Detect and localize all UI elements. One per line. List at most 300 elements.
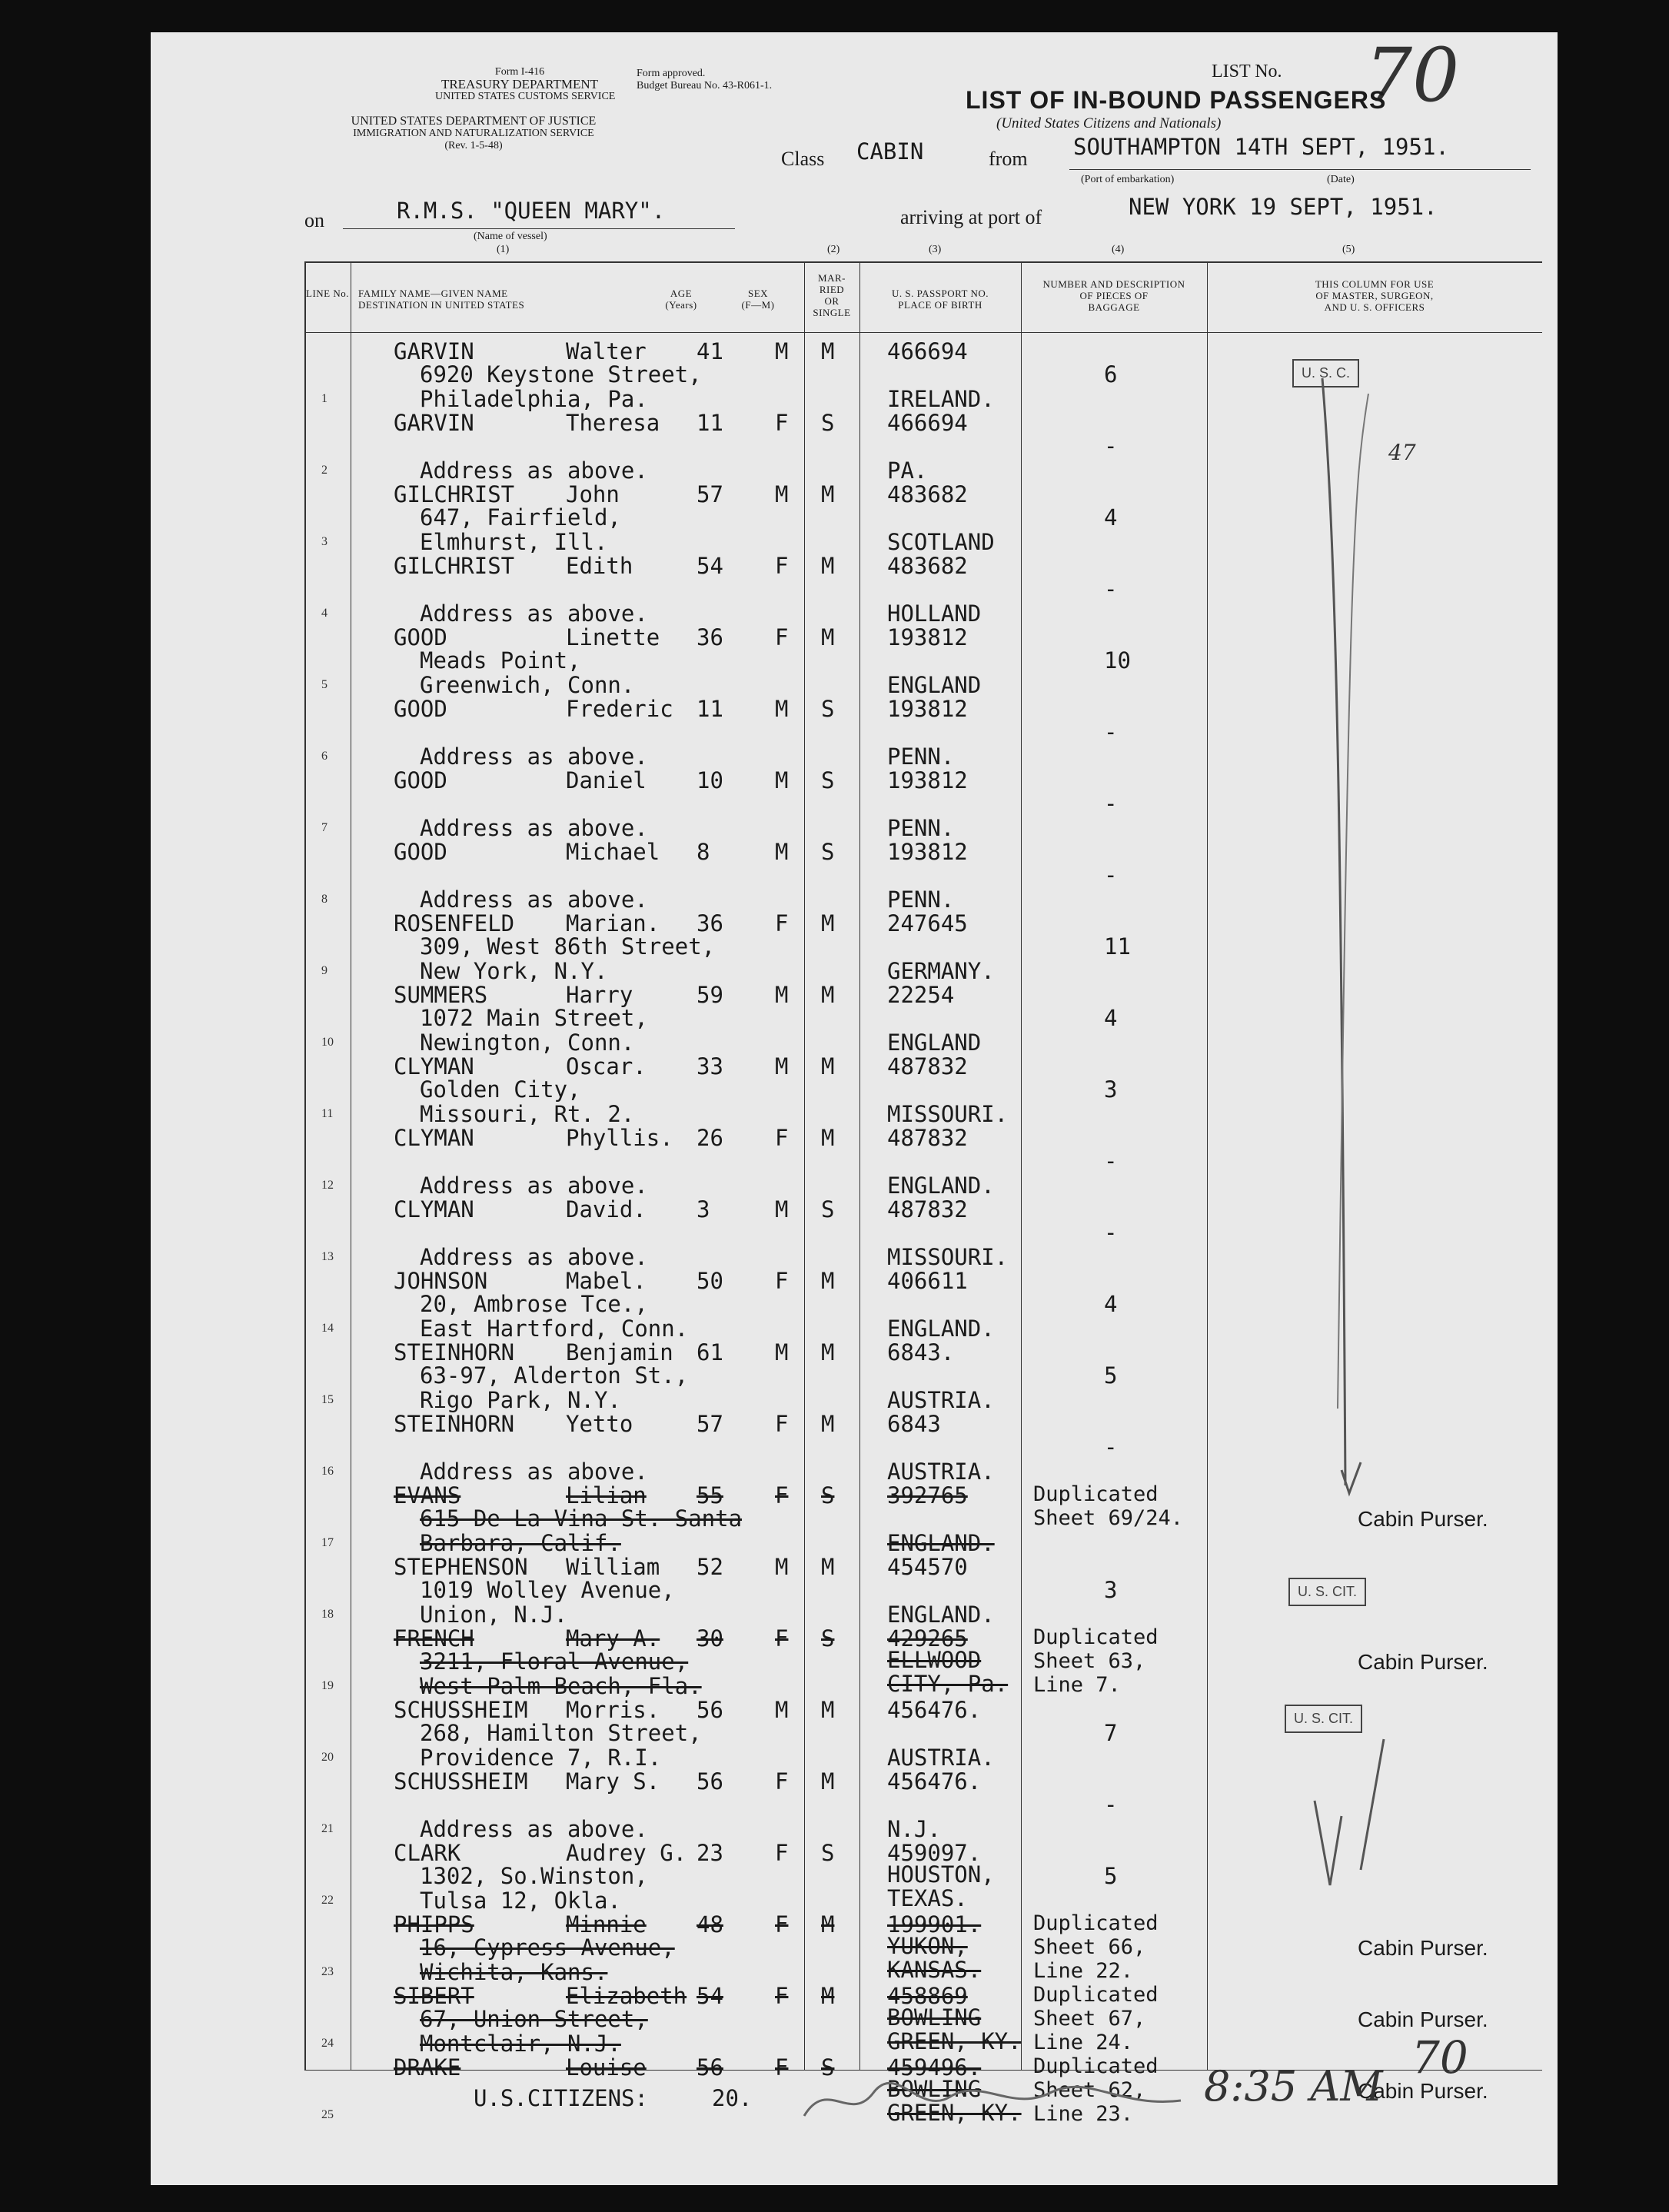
address-line-1: 1072 Main Street, — [420, 1005, 648, 1031]
passenger-age: 50 — [697, 1268, 723, 1294]
us-stamp-top: U. S. C. — [1292, 359, 1359, 388]
baggage-count: 3 — [1104, 1577, 1118, 1603]
passenger-surname: GILCHRIST — [394, 553, 515, 579]
passport-number: 6843. — [887, 1339, 955, 1365]
passenger-age: 56 — [697, 1768, 723, 1795]
passport-number: 487832 — [887, 1196, 968, 1222]
passenger-marital-status: M — [821, 1697, 835, 1723]
passenger-sex: F — [775, 1983, 789, 2009]
passenger-marital-status: S — [821, 2054, 835, 2081]
passenger-age: 8 — [697, 839, 710, 865]
passport-number: 458869 — [887, 1983, 968, 2009]
line-number: 18 — [321, 1608, 334, 1621]
passenger-given-name: John — [566, 481, 620, 507]
passenger-sex: M — [775, 1554, 789, 1580]
form-number: Form I-416 — [494, 66, 545, 78]
passport-number: 466694 — [887, 338, 968, 364]
list-subtitle: (United States Citizens and Nationals) — [996, 115, 1222, 131]
passenger-age: 55 — [697, 1482, 723, 1508]
passenger-marital-status: M — [821, 982, 835, 1008]
address-line-1: 3211, Floral Avenue, — [420, 1648, 689, 1675]
cabin-purser-note: Cabin Purser. — [1358, 1650, 1488, 1674]
address-line-1: 16, Cypress Avenue, — [420, 1934, 675, 1961]
handwritten-time: 8:35 AM — [1204, 2062, 1383, 2111]
line-number: 12 — [321, 1179, 334, 1192]
passenger-given-name: Audrey G. — [566, 1840, 687, 1866]
passenger-sex: F — [775, 624, 789, 650]
passenger-surname: FRENCH — [394, 1625, 474, 1652]
address-line-2: Providence 7, R.I. — [420, 1745, 662, 1771]
passenger-surname: GOOD — [394, 767, 447, 793]
place-of-birth: IRELAND. — [887, 386, 995, 412]
address-line-1: 309, West 86th Street, — [420, 933, 716, 960]
passport-number: 466694 — [887, 410, 968, 436]
baggage-count: 4 — [1104, 504, 1118, 531]
passenger-sex: F — [775, 1625, 789, 1652]
passport-number: 456476. — [887, 1697, 982, 1723]
passenger-marital-status: M — [821, 1983, 835, 2009]
baggage-description: Duplicated Sheet 63, Line 7. — [1033, 1625, 1159, 1697]
address-line-2: Address as above. — [420, 886, 648, 913]
passenger-sex: M — [775, 481, 789, 507]
header-name: FAMILY NAME—GIVEN NAME DESTINATION IN UNITED STATES — [358, 288, 525, 311]
passenger-sex: M — [775, 1196, 789, 1222]
passenger-surname: DRAKE — [394, 2054, 461, 2081]
passenger-age: 23 — [697, 1840, 723, 1866]
passenger-age: 52 — [697, 1554, 723, 1580]
passenger-given-name: Harry — [566, 982, 633, 1008]
passport-number: 247645 — [887, 910, 968, 936]
passenger-age: 26 — [697, 1125, 723, 1151]
list-no-label: LIST No. — [1212, 62, 1282, 81]
line-number: 21 — [321, 1822, 334, 1835]
address-line-1: Golden City, — [420, 1076, 581, 1103]
passenger-marital-status: S — [821, 839, 835, 865]
us-cit-stamp-2: U. S. CIT. — [1285, 1705, 1362, 1733]
line-number: 15 — [321, 1393, 334, 1406]
passenger-marital-status: M — [821, 1768, 835, 1795]
passenger-surname: STEINHORN — [394, 1411, 515, 1437]
cabin-purser-note: Cabin Purser. — [1358, 2007, 1488, 2031]
header-sex: SEX (F—M) — [741, 288, 775, 311]
header-line-no: LINE No. — [306, 288, 349, 299]
place-of-birth: PA. — [887, 457, 928, 484]
passport-number: 483682 — [887, 553, 968, 579]
passenger-given-name: Benjamin — [566, 1339, 673, 1365]
passenger-given-name: Minnie — [566, 1911, 647, 1938]
line-number: 19 — [321, 1679, 334, 1692]
us-citizens-count: 20. — [712, 2085, 753, 2111]
address-line-2: Elmhurst, Ill. — [420, 529, 608, 555]
approved-label: Form approved. — [637, 68, 706, 79]
passenger-age: 57 — [697, 1411, 723, 1437]
address-line-1: 63-97, Alderton St., — [420, 1362, 689, 1389]
list-no-handwritten: 70 — [1365, 32, 1460, 118]
passenger-surname: SIBERT — [394, 1983, 474, 2009]
passenger-surname: SCHUSSHEIM — [394, 1768, 528, 1795]
address-line-2: Address as above. — [420, 457, 648, 484]
passport-number: 459097. — [887, 1840, 982, 1866]
passport-number: 193812 — [887, 839, 968, 865]
passenger-sex: F — [775, 1482, 789, 1508]
baggage-count: 5 — [1104, 1863, 1118, 1889]
passenger-given-name: Michael — [566, 839, 660, 865]
list-title: LIST OF IN-BOUND PASSENGERS — [966, 86, 1387, 114]
passenger-sex: F — [775, 1268, 789, 1294]
address-line-2: Tulsa 12, Okla. — [420, 1888, 621, 1914]
dept-name: TREASURY DEPARTMENT — [441, 77, 599, 91]
from-value: SOUTHAMPTON 14TH SEPT, 1951. — [1073, 134, 1449, 160]
header-age: AGE (Years) — [665, 288, 697, 311]
baggage-count: - — [1104, 862, 1118, 888]
baggage-count: 7 — [1104, 1720, 1118, 1746]
baggage-count: - — [1104, 1434, 1118, 1460]
place-of-birth: HOUSTON, TEXAS. — [887, 1861, 995, 1911]
from-underline — [1069, 169, 1531, 170]
passenger-marital-status: M — [821, 481, 835, 507]
line-number: 7 — [321, 821, 327, 834]
address-line-2: Address as above. — [420, 1459, 648, 1485]
passenger-sex: F — [775, 1911, 789, 1938]
passenger-sex: F — [775, 1840, 789, 1866]
passport-number: 456476. — [887, 1768, 982, 1795]
passenger-given-name: Louise — [566, 2054, 647, 2081]
address-line-2: Union, N.J. — [420, 1602, 568, 1628]
passenger-age: 30 — [697, 1625, 723, 1652]
line-number: 25 — [321, 2108, 334, 2121]
passport-number: 487832 — [887, 1125, 968, 1151]
baggage-count: 5 — [1104, 1362, 1118, 1389]
passenger-given-name: Marian. — [566, 910, 660, 936]
passenger-sex: M — [775, 839, 789, 865]
baggage-count: - — [1104, 576, 1118, 602]
margin-note: 47 — [1388, 440, 1416, 465]
passenger-surname: JOHNSON — [394, 1268, 488, 1294]
passenger-age: 54 — [697, 553, 723, 579]
line-number: 2 — [321, 464, 327, 477]
place-of-birth: SCOTLAND — [887, 529, 995, 555]
passenger-age: 56 — [697, 2054, 723, 2081]
address-line-1: 1302, So.Winston, — [420, 1863, 648, 1889]
place-of-birth: PENN. — [887, 815, 955, 841]
passenger-surname: GOOD — [394, 839, 447, 865]
address-line-1: 615 De La Vina St. Santa — [420, 1505, 743, 1532]
address-line-1: 20, Ambrose Tce., — [420, 1291, 648, 1317]
passenger-age: 33 — [697, 1053, 723, 1079]
address-line-1: 647, Fairfield, — [420, 504, 621, 531]
place-of-birth: ENGLAND. — [887, 1316, 995, 1342]
handwritten-list-no: 70 — [1411, 2031, 1468, 2084]
baggage-description: Duplicated Sheet 67, Line 24. — [1033, 1983, 1159, 2054]
address-line-2: Address as above. — [420, 743, 648, 770]
header-officers: THIS COLUMN FOR USE OF MASTER, SURGEON, AND U. S. OFFICERS — [1315, 278, 1435, 313]
passenger-age: 11 — [697, 696, 723, 722]
line-number: 16 — [321, 1465, 334, 1478]
passenger-marital-status: M — [821, 1268, 835, 1294]
passenger-surname: GOOD — [394, 624, 447, 650]
passenger-surname: CLYMAN — [394, 1053, 474, 1079]
passenger-surname: EVANS — [394, 1482, 461, 1508]
passenger-age: 36 — [697, 624, 723, 650]
passenger-sex: F — [775, 1411, 789, 1437]
customs-service: UNITED STATES CUSTOMS SERVICE — [435, 91, 616, 102]
arriving-label: arriving at port of — [900, 206, 1042, 228]
address-line-2: Address as above. — [420, 1816, 648, 1842]
passport-number: 199901. — [887, 1911, 982, 1938]
passport-number: 406611 — [887, 1268, 968, 1294]
line-number: 17 — [321, 1536, 334, 1549]
line-number: 9 — [321, 964, 327, 977]
passenger-age: 54 — [697, 1983, 723, 2009]
passenger-given-name: Mary A. — [566, 1625, 660, 1652]
passport-number: 429265 — [887, 1625, 968, 1652]
passenger-marital-status: M — [821, 1911, 835, 1938]
passenger-given-name: Edith — [566, 553, 633, 579]
us-citizens-label: U.S.CITIZENS: — [474, 2085, 648, 2111]
passenger-marital-status: S — [821, 1482, 835, 1508]
passenger-given-name: Theresa — [566, 410, 660, 436]
col-divider-baggage — [1021, 261, 1022, 2070]
place-of-birth: PENN. — [887, 743, 955, 770]
passenger-given-name: Elizabeth — [566, 1983, 687, 2009]
passenger-given-name: Linette — [566, 624, 660, 650]
passenger-given-name: David. — [566, 1196, 647, 1222]
baggage-count: - — [1104, 433, 1118, 459]
header-passport: U. S. PASSPORT NO. PLACE OF BIRTH — [892, 288, 989, 311]
col3-number: (3) — [929, 244, 942, 255]
baggage-description: Duplicated Sheet 69/24. — [1033, 1482, 1184, 1530]
address-line-2: Address as above. — [420, 1173, 648, 1199]
passenger-sex: F — [775, 1768, 789, 1795]
place-of-birth: HOLLAND — [887, 600, 982, 627]
address-line-2: Address as above. — [420, 815, 648, 841]
line-number: 3 — [321, 535, 327, 548]
address-line-2: Address as above. — [420, 1244, 648, 1270]
baggage-count: - — [1104, 719, 1118, 745]
baggage-count: 11 — [1104, 933, 1131, 960]
vessel-label: (Name of vessel) — [474, 231, 547, 242]
col-divider-passport — [859, 261, 860, 2070]
header-baggage: NUMBER AND DESCRIPTION OF PIECES OF BAGGAGE — [1042, 278, 1185, 313]
baggage-count: - — [1104, 790, 1118, 817]
line-number: 5 — [321, 678, 327, 691]
passenger-marital-status: M — [821, 1554, 835, 1580]
passport-number: 6843 — [887, 1411, 941, 1437]
passenger-surname: SCHUSSHEIM — [394, 1697, 528, 1723]
passenger-given-name: Phyllis. — [566, 1125, 673, 1151]
place-of-birth: BOWLING GREEN, KY. — [887, 2004, 1022, 2054]
place-of-birth: MISSOURI. — [887, 1244, 1009, 1270]
baggage-count: - — [1104, 1791, 1118, 1818]
passport-number: 193812 — [887, 624, 968, 650]
line-number: 8 — [321, 893, 327, 906]
officer-pencil-marks — [1207, 332, 1542, 2070]
table-left-border — [304, 261, 306, 2070]
passport-number: 22254 — [887, 982, 955, 1008]
cabin-purser-note: Cabin Purser. — [1358, 1936, 1488, 1960]
passenger-given-name: Yetto — [566, 1411, 633, 1437]
passenger-age: 41 — [697, 338, 723, 364]
place-of-birth: PENN. — [887, 886, 955, 913]
passenger-surname: GARVIN — [394, 338, 474, 364]
passenger-sex: F — [775, 910, 789, 936]
passport-number: 483682 — [887, 481, 968, 507]
passenger-age: 56 — [697, 1697, 723, 1723]
passenger-given-name: Oscar. — [566, 1053, 647, 1079]
passenger-marital-status: M — [821, 910, 835, 936]
passenger-age: 10 — [697, 767, 723, 793]
place-of-birth: ENGLAND. — [887, 1530, 995, 1556]
passenger-age: 36 — [697, 910, 723, 936]
line-number: 4 — [321, 607, 327, 620]
place-of-birth: N.J. — [887, 1816, 941, 1842]
passenger-surname: STEINHORN — [394, 1339, 515, 1365]
baggage-count: - — [1104, 1148, 1118, 1174]
address-line-2: New York, N.Y. — [420, 958, 608, 984]
passenger-sex: M — [775, 767, 789, 793]
passenger-surname: CLYMAN — [394, 1196, 474, 1222]
passenger-sex: M — [775, 1339, 789, 1365]
passport-number: 193812 — [887, 767, 968, 793]
line-number: 22 — [321, 1894, 334, 1907]
passenger-given-name: Morris. — [566, 1697, 660, 1723]
address-line-2: Barbara, Calif. — [420, 1530, 621, 1556]
baggage-count: 6 — [1104, 361, 1118, 388]
passenger-sex: M — [775, 982, 789, 1008]
address-line-1: 67, Union Street, — [420, 2006, 648, 2032]
passenger-marital-status: S — [821, 1625, 835, 1652]
passport-number: 454570 — [887, 1554, 968, 1580]
address-line-2: Philadelphia, Pa. — [420, 386, 648, 412]
passenger-age: 3 — [697, 1196, 710, 1222]
baggage-count: - — [1104, 1219, 1118, 1246]
passenger-age: 57 — [697, 481, 723, 507]
passenger-surname: GARVIN — [394, 410, 474, 436]
approval-block — [637, 68, 772, 92]
passenger-sex: F — [775, 2054, 789, 2081]
col2-number: (2) — [827, 244, 840, 255]
passenger-given-name: Mabel. — [566, 1268, 647, 1294]
passenger-marital-status: S — [821, 1196, 835, 1222]
passenger-marital-status: M — [821, 1339, 835, 1365]
vessel-name: R.M.S. "QUEEN MARY". — [397, 198, 666, 224]
passenger-surname: SUMMERS — [394, 982, 488, 1008]
baggage-count: 4 — [1104, 1005, 1118, 1031]
line-number: 6 — [321, 750, 327, 763]
header-married: MAR- RIED OR SINGLE — [813, 272, 851, 318]
address-line-2: Newington, Conn. — [420, 1029, 635, 1056]
passenger-age: 61 — [697, 1339, 723, 1365]
rev-date: (Rev. 1-5-48) — [444, 140, 503, 151]
address-line-2: Rigo Park, N.Y. — [420, 1387, 621, 1413]
passenger-age: 59 — [697, 982, 723, 1008]
signature-scribble — [796, 2070, 1196, 2131]
passenger-surname: STEPHENSON — [394, 1554, 528, 1580]
budget-bureau: Budget Bureau No. 43-R061-1. — [637, 80, 773, 91]
baggage-count: 10 — [1104, 647, 1131, 674]
address-line-1: Meads Point, — [420, 647, 581, 674]
address-line-1: 268, Hamilton Street, — [420, 1720, 702, 1746]
baggage-description: Duplicated Sheet 66, Line 22. — [1033, 1911, 1159, 1983]
justice-dept: UNITED STATES DEPARTMENT OF JUSTICE — [351, 115, 597, 128]
vessel-underline — [343, 228, 735, 229]
place-of-birth: ELLWOOD CITY, Pa. — [887, 1647, 1009, 1697]
class-label: Class — [781, 148, 825, 170]
address-line-2: East Hartford, Conn. — [420, 1316, 689, 1342]
passenger-age: 48 — [697, 1911, 723, 1938]
line-number: 23 — [321, 1965, 334, 1978]
us-cit-stamp-1: U. S. CIT. — [1288, 1578, 1366, 1606]
line-number: 13 — [321, 1250, 334, 1263]
form-header-left — [435, 66, 616, 103]
place-of-birth: AUSTRIA. — [887, 1459, 995, 1485]
justice-header — [304, 115, 643, 152]
baggage-count: 4 — [1104, 1291, 1118, 1317]
passenger-surname: PHIPPS — [394, 1911, 474, 1938]
passenger-marital-status: S — [821, 410, 835, 436]
line-number: 24 — [321, 2037, 334, 2050]
col5-number: (5) — [1342, 244, 1355, 255]
address-line-2: Missouri, Rt. 2. — [420, 1101, 635, 1127]
passenger-sex: F — [775, 1125, 789, 1151]
passenger-surname: GOOD — [394, 696, 447, 722]
passenger-given-name: Lilian — [566, 1482, 647, 1508]
on-label: on — [304, 209, 324, 231]
passenger-sex: M — [775, 338, 789, 364]
col1-number: (1) — [497, 244, 510, 255]
port-embarkation-label: (Port of embarkation) — [1081, 174, 1175, 185]
baggage-description: Duplicated Sheet 62, Line 23. — [1033, 2054, 1159, 2126]
passenger-age: 11 — [697, 410, 723, 436]
arrival-port-date: NEW YORK 19 SEPT, 1951. — [1129, 194, 1438, 220]
passport-number: 392765 — [887, 1482, 968, 1508]
line-number: 20 — [321, 1751, 334, 1764]
passenger-marital-status: M — [821, 338, 835, 364]
address-line-2: Address as above. — [420, 600, 648, 627]
address-line-1: 1019 Wolley Avenue, — [420, 1577, 675, 1603]
place-of-birth: GERMANY. — [887, 958, 995, 984]
passenger-surname: CLYMAN — [394, 1125, 474, 1151]
col-divider-married — [804, 261, 805, 2070]
class-value: CABIN — [856, 138, 924, 165]
passenger-given-name: Mary S. — [566, 1768, 660, 1795]
passenger-given-name: Daniel — [566, 767, 647, 793]
address-line-2: Greenwich, Conn. — [420, 672, 635, 698]
address-line-2: Wichita, Kans. — [420, 1959, 608, 1985]
passenger-sex: M — [775, 1053, 789, 1079]
line-number: 10 — [321, 1036, 334, 1049]
place-of-birth: BOWLING GREEN, KY. — [887, 2076, 1022, 2126]
col4-number: (4) — [1112, 244, 1125, 255]
ins-name: IMMIGRATION AND NATURALIZATION SERVICE — [353, 128, 594, 139]
passenger-given-name: William — [566, 1554, 660, 1580]
passenger-marital-status: M — [821, 553, 835, 579]
passenger-marital-status: M — [821, 624, 835, 650]
cabin-purser-note: Cabin Purser. — [1358, 2079, 1488, 2103]
place-of-birth: ENGLAND — [887, 1029, 982, 1056]
place-of-birth: ENGLAND. — [887, 1602, 995, 1628]
passenger-sex: F — [775, 553, 789, 579]
passenger-marital-status: S — [821, 696, 835, 722]
line-number: 11 — [321, 1107, 334, 1120]
passenger-given-name: Frederic — [566, 696, 673, 722]
passenger-surname: ROSENFELD — [394, 910, 515, 936]
from-label: from — [989, 148, 1028, 170]
date-label: (Date) — [1327, 174, 1355, 185]
passenger-marital-status: M — [821, 1125, 835, 1151]
baggage-count: 3 — [1104, 1076, 1118, 1103]
place-of-birth: YUKON, KANSAS. — [887, 1933, 982, 1983]
